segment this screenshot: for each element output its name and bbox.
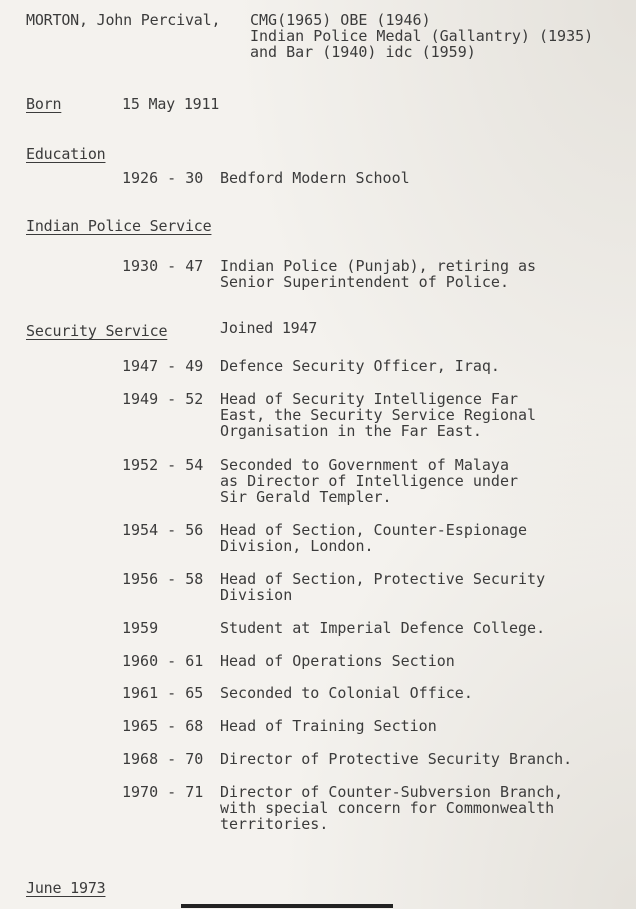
entry-years: 1965 - 68 [122,717,204,735]
honours: CMG(1965) OBE (1946) Indian Police Medal (Gallantry) (1935) and Bar (1940) idc (1959) [250,11,594,61]
entry-years: 1949 - 52 [122,390,204,408]
bottom-rule [181,904,393,908]
entry-years: 1947 - 49 [122,357,204,375]
entry-text: Seconded to Government of Malaya as Director of Intelligence under Sir Gerald Templer. [220,456,519,506]
entry-years: 1961 - 65 [122,684,204,702]
entry-text: Head of Operations Section [220,652,455,670]
indian-police-text: Indian Police (Punjab), retiring as Senior Superintendent of Police. [220,257,537,291]
person-name: MORTON, John Percival, [26,11,221,29]
entry-text: Head of Security Intelligence Far East, the Security Service Regional Organisation in the Far East. [220,390,537,440]
entry-text: Defence Security Officer, Iraq. [220,357,500,375]
entry-years: 1960 - 61 [122,652,204,670]
security-service-joined: Joined 1947 [220,319,318,337]
entry-text: Director of Counter-Subversion Branch, with special concern for Commonwealth territories. [220,783,564,833]
entry-text: Student at Imperial Defence College. [220,619,546,637]
born-label: Born [26,95,62,113]
education-label: Education [26,145,106,163]
entry-text: Head of Training Section [220,717,437,735]
entry-years: 1968 - 70 [122,750,204,768]
indian-police-years: 1930 - 47 [122,257,204,275]
indian-police-label: Indian Police Service [26,217,212,235]
education-years: 1926 - 30 [122,169,204,187]
entry-years: 1956 - 58 [122,570,204,588]
entry-text: Head of Section, Protective Security Division [220,570,546,604]
entry-text: Head of Section, Counter-Espionage Division, London. [220,521,528,555]
footer-date: June 1973 [26,879,106,897]
entry-years: 1959 [122,619,159,637]
born-date: 15 May 1911 [122,95,220,113]
entry-text: Seconded to Colonial Office. [220,684,473,702]
entry-text: Director of Protective Security Branch. [220,750,573,768]
education-text: Bedford Modern School [220,169,410,187]
entry-years: 1954 - 56 [122,521,204,539]
entry-years: 1970 - 71 [122,783,204,801]
security-service-label: Security Service [26,322,168,340]
entry-years: 1952 - 54 [122,456,204,474]
